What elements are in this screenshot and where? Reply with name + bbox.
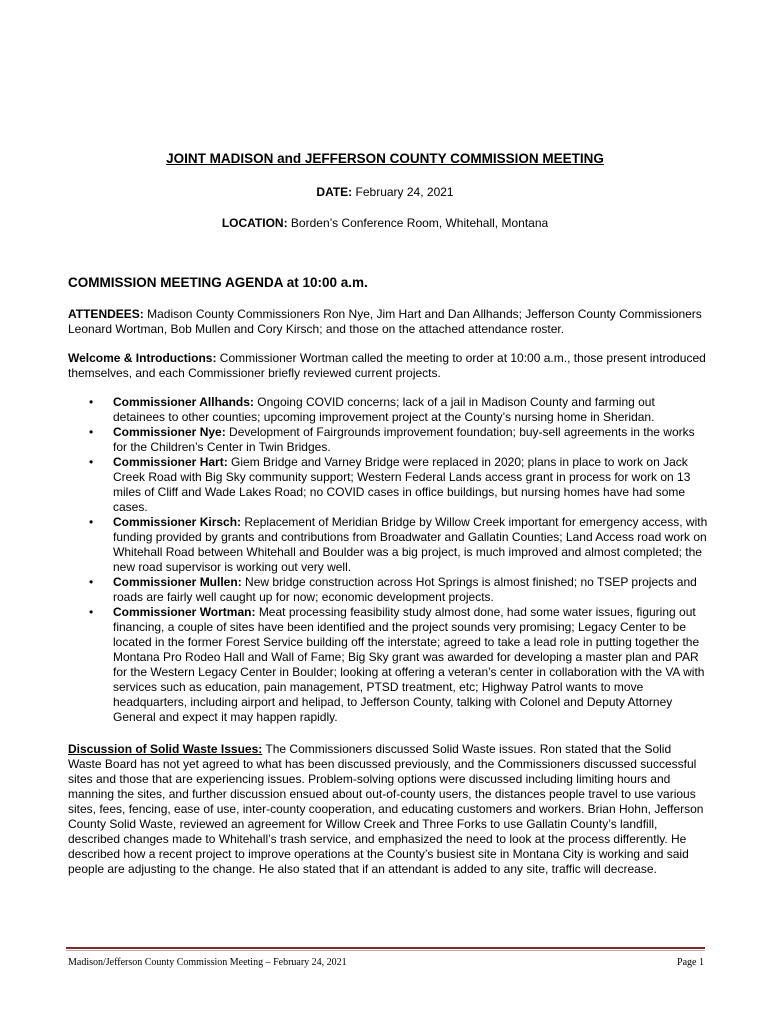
list-item [68,425,708,455]
list-item [68,515,708,575]
bullet-icon: • [89,575,94,589]
commissioner-text: Replacement of Meridian Bridge by Willow Creek important for emergency access, with funding provided by grants and contributions from Broadwater and Gallatin Counties; Land Access road work on Whitehall Road between Whitehall and Boulder was a big project, is much improved and almost completed; the new road supervisor is working out very well. [113,515,708,574]
list-item [68,605,708,725]
footer-meeting-reference: Madison/Jefferson County Commission Meeting – February 24, 2021 [68,957,347,968]
bullet-icon: • [89,425,94,439]
bullet-icon: • [89,515,94,529]
bullet-icon: • [89,605,94,619]
page-number: Page 1 [677,957,704,968]
welcome-text: Commissioner Wortman called the meeting to order at 10:00 a.m., those present introduced themselves, and each Commissioner briefly reviewed current projects. [68,351,706,380]
solid-waste-paragraph [68,742,708,877]
commissioner-text: New bridge construction across Hot Springs is almost finished; no TSEP projects and roads are fairly well caught up for now; economic development projects. [113,575,697,604]
document-title-text: JOINT MADISON and JEFFERSON COUNTY COMMISSION MEETING [166,151,604,166]
welcome-paragraph [68,351,708,381]
commissioner-text: Meat processing feasibility study almost done, had some water issues, figuring out financing, a couple of sites have been identified and the project sounds very promising; Legacy Center to be located in the former Forest Service building off the interstate; agreed to take a lead role in putting together the Montana Pro Rodeo Hall and Wall of Fame; Big Sky grant was awarded for developing a master plan and PAR for the Western Legacy Center in Boulder; looking at offering a veteran’s center in collaboration with the VA with services such as education, pain management, PTSD treatment, etc; Highway Patrol wants to move headquarters, including airport and helipad, to Jefferson County, talking with Colonel and Deputy Attorney General and expect it may happen rapidly. [113,605,705,724]
attendees-text: Madison County Commissioners Ron Nye, Jim Hart and Dan Allhands; Jefferson County Commissioners Leonard Wortman, Bob Mullen and Cory Kirsch; and those on the attached attendance roster. [68,307,702,336]
bullet-icon: • [89,395,94,409]
date-label: DATE: [316,185,353,199]
commissioner-text: Ongoing COVID concerns; lack of a jail in Madison County and farming out detainees to other counties; upcoming improvement project at the County’s nursing home in Sheridan. [113,395,655,424]
solid-waste-label: Discussion of Solid Waste Issues: [68,742,263,756]
welcome-label: Welcome & Introductions: [68,351,217,365]
commissioner-text: Giem Bridge and Varney Bridge were replaced in 2020; plans in place to work on Jack Creek Road with Big Sky community support; Western Federal Lands access grant in process for work on 13 miles of Cliff and Wade Lakes Road; no COVID cases in office buildings, but nursing homes have had some cases. [113,455,691,514]
meeting-date [0,185,770,200]
commissioner-label: Commissioner Allhands: [113,395,254,409]
commissioner-updates-list [68,395,708,725]
list-item [68,575,708,605]
agenda-heading: COMMISSION MEETING AGENDA at 10:00 a.m. [68,275,368,290]
list-item [68,455,708,515]
commissioner-label: Commissioner Kirsch: [113,515,242,529]
commissioner-label: Commissioner Nye: [113,425,226,439]
solid-waste-text: The Commissioners discussed Solid Waste issues. Ron stated that the Solid Waste Board has not yet agreed to what has been discussed previously, and the Commissioners discussed successful sites and those that are experiencing issues. Problem-solving options were discussed including limiting hours and manning the sites, and further discussion ensued about out-of-county users, the distances people travel to use various sites, fees, fencing, ease of use, inter-county cooperation, and educating customers and workers. Brian Hohn, Jefferson County Solid Waste, reviewed an agreement for Willow Creek and Three Forks to use Gallatin County’s landfill, described changes made to Whitehall’s trash service, and emphasized the need to look at the process differently. He described how a recent project to improve operations at the County’s busiest site in Montana City is working and said people are adjusting to the change. He also stated that if an attendant is added to any site, traffic will decrease. [68,742,704,876]
list-item [68,395,708,425]
document-title [0,151,770,166]
commissioner-text: Development of Fairgrounds improvement foundation; buy-sell agreements in the works for the Children’s Center in Twin Bridges. [113,425,695,454]
date-value: February 24, 2021 [355,185,454,199]
location-value: Borden’s Conference Room, Whitehall, Montana [290,216,549,230]
commissioner-label: Commissioner Wortman: [113,605,256,619]
bullet-icon: • [89,455,94,469]
attendees-paragraph [68,307,708,337]
commissioner-label: Commissioner Hart: [113,455,228,469]
commissioner-label: Commissioner Mullen: [113,575,242,589]
footer-divider [66,947,705,949]
meeting-location [0,216,770,231]
attendees-label: ATTENDEES: [68,307,144,321]
footer-divider-shadow [66,950,705,951]
location-label: LOCATION: [221,216,288,230]
